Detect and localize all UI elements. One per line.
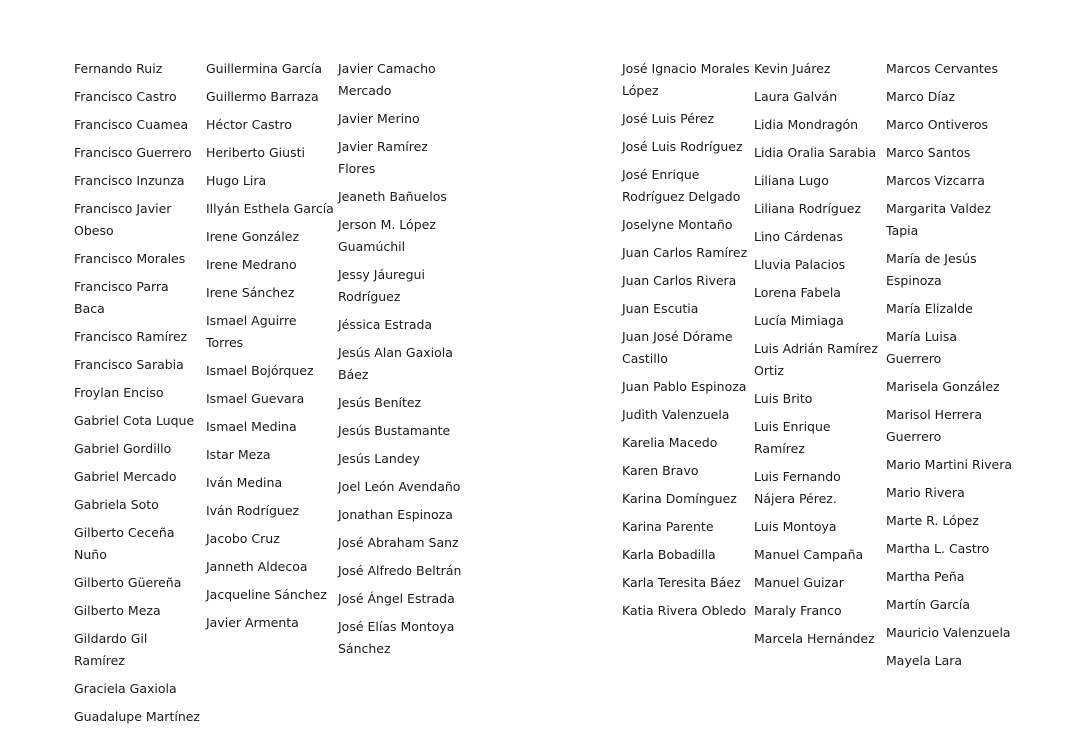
name-entry: Irene Sánchez	[206, 285, 295, 300]
name-entry: Kevin Juárez	[754, 61, 831, 76]
name-entry: Liliana Rodríguez	[754, 201, 862, 216]
name-entry: Martha L. Castro	[886, 541, 990, 556]
name-entry: Lidia Oralia Sarabia	[754, 145, 877, 160]
name-entry: Lluvia Palacios	[754, 257, 846, 272]
name-entry: Gabriel Gordillo	[74, 441, 172, 456]
name-entry: Ismael Guevara	[206, 391, 305, 406]
name-entry: Mario Rivera	[886, 485, 965, 500]
name-entry: Héctor Castro	[206, 117, 292, 132]
name-entry: Gildardo Gil Ramírez	[74, 631, 148, 668]
name-entry: Gabriela Soto	[74, 497, 159, 512]
name-entry: Jesús Landey	[338, 451, 420, 466]
name-entry: Janneth Aldecoa	[206, 559, 308, 574]
name-entry: Jeaneth Bañuelos	[338, 189, 447, 204]
name-entry: Karina Parente	[622, 519, 714, 534]
name-entry: Guillermo Barraza	[206, 89, 319, 104]
name-entry: Francisco Javier Obeso	[74, 201, 172, 238]
name-entry: Javier Armenta	[206, 615, 299, 630]
name-entry: Froylan Enciso	[74, 385, 164, 400]
name-entry: Juan Escutia	[622, 301, 699, 316]
name-entry: Maraly Franco	[754, 603, 842, 618]
name-entry: Lorena Fabela	[754, 285, 841, 300]
name-entry: Gilberto Ceceña Nuño	[74, 525, 175, 562]
name-entry: José Enrique Rodríguez Delgado	[622, 167, 741, 204]
name-entry: Heriberto Giusti	[206, 145, 305, 160]
name-entry: Gabriel Cota Luque	[74, 413, 195, 428]
name-entry: María Elizalde	[886, 301, 973, 316]
name-entry: Martín García	[886, 597, 971, 612]
name-entry: Irene Medrano	[206, 257, 297, 272]
name-entry: Iván Medina	[206, 475, 283, 490]
name-entry: Juan Carlos Rivera	[622, 273, 737, 288]
name-entry: Javier Camacho Mercado	[338, 61, 436, 98]
name-entry: Marco Díaz	[886, 89, 956, 104]
name-entry: Jesús Alan Gaxiola Báez	[338, 345, 453, 382]
name-entry: Jacqueline Sánchez	[206, 587, 327, 602]
name-entry: Katia Rivera Obledo	[622, 603, 747, 618]
name-entry: Manuel Campaña	[754, 547, 864, 562]
name-entry: Graciela Gaxiola	[74, 681, 177, 696]
name-entry: Francisco Morales	[74, 251, 186, 266]
name-entry: Luis Montoya	[754, 519, 837, 534]
name-entry: Juan Carlos Ramírez	[622, 245, 748, 260]
name-entry: Marco Ontiveros	[886, 117, 989, 132]
name-entry: Jessy Jáuregui Rodríguez	[338, 267, 425, 304]
name-entry: Manuel Guizar	[754, 575, 844, 590]
name-entry: Juan Pablo Espinoza	[622, 379, 747, 394]
names-column-5	[754, 58, 882, 656]
name-entry: Francisco Cuamea	[74, 117, 189, 132]
name-entry: Ismael Aguirre Torres	[206, 313, 297, 350]
name-entry: Mayela Lara	[886, 653, 963, 668]
name-entry: Guadalupe Martínez	[74, 709, 200, 724]
name-entry: Ismael Medina	[206, 419, 297, 434]
name-entry: Marisol Herrera Guerrero	[886, 407, 983, 444]
name-entry: Lino Cárdenas	[754, 229, 844, 244]
name-entry: María de Jesús Espinoza	[886, 251, 977, 288]
name-entry: Illyán Esthela García	[206, 201, 334, 216]
name-entry: Jacobo Cruz	[206, 531, 280, 546]
name-entry: Marcos Vizcarra	[886, 173, 985, 188]
name-entry: José Ignacio Morales López	[622, 61, 750, 98]
name-entry: Juan José Dórame Castillo	[622, 329, 733, 366]
name-entry: Martha Peña	[886, 569, 965, 584]
name-entry: Irene González	[206, 229, 300, 244]
names-column-6	[886, 58, 1014, 678]
name-entry: Luis Fernando Nájera Pérez.	[754, 469, 841, 506]
name-entry: Karina Domínguez	[622, 491, 737, 506]
name-entry: Ismael Bojórquez	[206, 363, 314, 378]
name-entry: Marisela González	[886, 379, 1000, 394]
name-entry: Marcela Hernández	[754, 631, 875, 646]
name-entry: Javier Merino	[338, 111, 420, 126]
name-entry: Francisco Inzunza	[74, 173, 185, 188]
name-entry: Gilberto Meza	[74, 603, 161, 618]
name-entry: Karla Teresita Báez	[622, 575, 741, 590]
name-entry: Francisco Guerrero	[74, 145, 192, 160]
name-entry: José Ángel Estrada	[338, 591, 455, 606]
name-entry: José Elías Montoya Sánchez	[338, 619, 455, 656]
name-entry: Laura Galván	[754, 89, 838, 104]
name-entry: Francisco Parra Baca	[74, 279, 169, 316]
name-entry: Joselyne Montaño	[622, 217, 733, 232]
names-column-4	[622, 58, 750, 628]
name-entry: Liliana Lugo	[754, 173, 829, 188]
name-entry: José Abraham Sanz	[338, 535, 459, 550]
name-entry: Marcos Cervantes	[886, 61, 998, 76]
name-entry: Jesús Bustamante	[338, 423, 451, 438]
name-entry: Luis Adrián Ramírez Ortiz	[754, 341, 878, 378]
name-entry: Luis Enrique Ramírez	[754, 419, 831, 456]
name-entry: Jerson M. López Guamúchil	[338, 217, 436, 254]
name-entry: Joel León Avendaño	[338, 479, 461, 494]
name-entry: Istar Meza	[206, 447, 271, 462]
name-entry: Marco Santos	[886, 145, 971, 160]
name-entry: Lidia Mondragón	[754, 117, 859, 132]
name-entry: Marte R. López	[886, 513, 979, 528]
name-entry: Gilberto Güereña	[74, 575, 182, 590]
name-entry: Francisco Sarabia	[74, 357, 184, 372]
name-entry: Iván Rodríguez	[206, 503, 300, 518]
name-entry: Karla Bobadilla	[622, 547, 716, 562]
name-entry: José Luis Pérez	[622, 111, 715, 126]
name-entry: Margarita Valdez Tapia	[886, 201, 992, 238]
name-entry: Francisco Ramírez	[74, 329, 188, 344]
name-entry: Karen Bravo	[622, 463, 699, 478]
names-column-2	[206, 58, 334, 640]
name-entry: Francisco Castro	[74, 89, 177, 104]
name-entry: Gabriel Mercado	[74, 469, 177, 484]
name-entry: José Alfredo Beltrán	[338, 563, 462, 578]
name-entry: José Luis Rodríguez	[622, 139, 743, 154]
names-column-1	[74, 58, 202, 734]
name-entry: Jesús Benítez	[338, 395, 422, 410]
name-entry: Lucía Mimiaga	[754, 313, 844, 328]
names-column-3	[338, 58, 466, 666]
name-entry: Jonathan Espinoza	[338, 507, 453, 522]
name-entry: Javier Ramírez Flores	[338, 139, 428, 176]
name-entry: Luis Brito	[754, 391, 813, 406]
name-entry: María Luisa Guerrero	[886, 329, 958, 366]
name-entry: Fernando Ruiz	[74, 61, 163, 76]
name-entry: Karelia Macedo	[622, 435, 718, 450]
name-entry: Jéssica Estrada	[338, 317, 433, 332]
name-entry: Mauricio Valenzuela	[886, 625, 1011, 640]
name-entry: Mario Martini Rivera	[886, 457, 1013, 472]
name-entry: Guillermina García	[206, 61, 323, 76]
name-entry: Hugo Lira	[206, 173, 267, 188]
name-entry: Judith Valenzuela	[622, 407, 730, 422]
